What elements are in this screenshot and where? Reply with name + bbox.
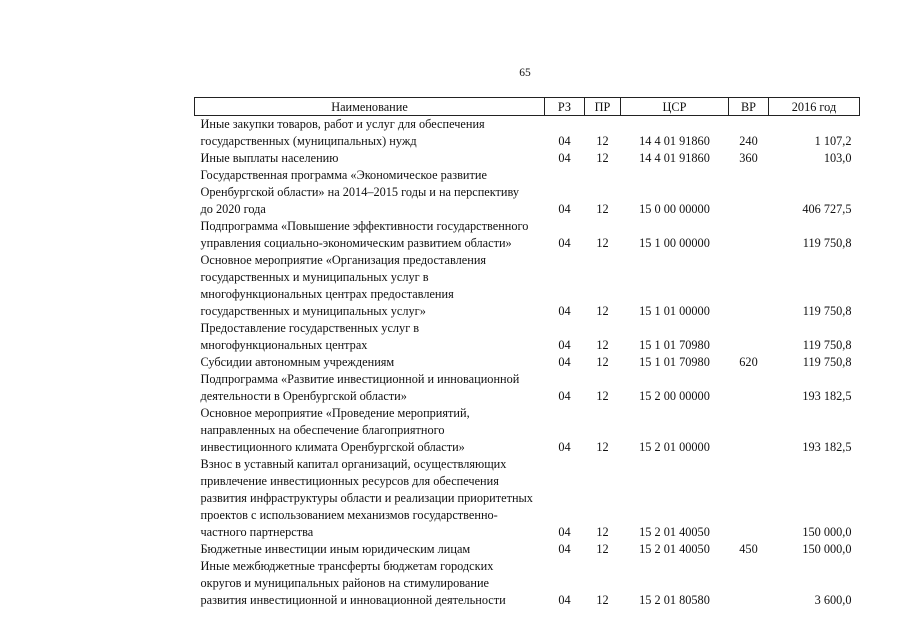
- cell-name: [195, 150, 545, 167]
- cell-name-line: Бюджетные инвестиции иным юридическим лицам: [200, 542, 471, 556]
- cell-name: [195, 252, 545, 320]
- header-year: 2016 год: [769, 98, 860, 116]
- cell-name: [195, 371, 545, 405]
- cell-csr: 15 1 01 70980: [639, 355, 710, 369]
- cell-pr: 12: [596, 236, 609, 250]
- table-row: [195, 456, 860, 541]
- cell-amount: 119 750,8: [802, 304, 852, 318]
- table-row: [195, 354, 860, 371]
- header-csr: ЦСР: [621, 98, 729, 116]
- table-row: [195, 558, 860, 609]
- cell-csr: 15 0 00 00000: [639, 202, 710, 216]
- cell-rz: 04: [558, 440, 571, 454]
- cell-name: [195, 320, 545, 354]
- cell-name-line: управления социально-экономическим развитием области»: [200, 236, 512, 250]
- header-vr: ВР: [729, 98, 769, 116]
- cell-vr: 240: [739, 134, 758, 148]
- budget-table-container: [194, 97, 859, 609]
- cell-name-line: многофункциональных центрах: [200, 338, 368, 352]
- cell-vr: [729, 456, 769, 541]
- cell-csr: 15 2 01 40050: [639, 542, 710, 556]
- cell-name: [195, 116, 545, 151]
- cell-vr: [729, 320, 769, 354]
- cell-name: [195, 218, 545, 252]
- cell-name-line: Предоставление государственных услуг в: [200, 321, 420, 335]
- cell-amount: 103,0: [823, 151, 852, 165]
- cell-vr: [729, 218, 769, 252]
- cell-name-line: развития инфраструктуры области и реализации приоритетных: [200, 491, 533, 505]
- cell-name-line: привлечение инвестиционных ресурсов для обеспечения: [200, 474, 499, 488]
- cell-amount: 406 727,5: [802, 202, 852, 216]
- cell-pr: 12: [596, 542, 609, 556]
- cell-rz: 04: [558, 151, 571, 165]
- cell-name-line: Субсидии автономным учреждениям: [200, 355, 395, 369]
- table-row: [195, 371, 860, 405]
- cell-rz: 04: [558, 542, 571, 556]
- cell-name-line: до 2020 года: [200, 202, 266, 216]
- cell-rz: 04: [558, 593, 571, 607]
- cell-name-line: Взнос в уставный капитал организаций, осуществляющих: [200, 457, 507, 471]
- cell-rz: 04: [558, 389, 571, 403]
- cell-rz: 04: [558, 304, 571, 318]
- cell-name: [195, 456, 545, 541]
- cell-amount: 119 750,8: [802, 236, 852, 250]
- cell-name-line: государственных и муниципальных услуг»: [200, 304, 426, 318]
- cell-vr: [729, 405, 769, 456]
- cell-csr: 15 2 01 00000: [639, 440, 710, 454]
- table-row: [195, 405, 860, 456]
- cell-name-line: проектов с использованием механизмов государственно-: [200, 508, 498, 522]
- budget-table: [194, 97, 860, 609]
- cell-rz: 04: [558, 134, 571, 148]
- cell-name: [195, 167, 545, 218]
- cell-name-line: Основное мероприятие «Организация предоставления: [200, 253, 487, 267]
- cell-amount: 150 000,0: [802, 525, 852, 539]
- cell-name-line: инвестиционного климата Оренбургской области»: [200, 440, 465, 454]
- cell-pr: 12: [596, 338, 609, 352]
- cell-rz: 04: [558, 525, 571, 539]
- cell-name-line: Иные выплаты населению: [200, 151, 339, 165]
- header-pr: ПР: [585, 98, 621, 116]
- cell-rz: 04: [558, 355, 571, 369]
- table-row: [195, 150, 860, 167]
- table-row: [195, 320, 860, 354]
- cell-vr: [729, 252, 769, 320]
- cell-name-line: государственных (муниципальных) нужд: [200, 134, 417, 148]
- cell-name: [195, 541, 545, 558]
- cell-name-line: деятельности в Оренбургской области»: [200, 389, 407, 403]
- cell-vr: 450: [739, 542, 758, 556]
- cell-csr: 15 2 00 00000: [639, 389, 710, 403]
- cell-rz: 04: [558, 202, 571, 216]
- cell-name: [195, 354, 545, 371]
- table-body: [195, 116, 860, 610]
- table-header: [195, 98, 860, 116]
- cell-vr: 620: [739, 355, 758, 369]
- cell-pr: 12: [596, 134, 609, 148]
- cell-rz: 04: [558, 236, 571, 250]
- cell-pr: 12: [596, 202, 609, 216]
- cell-amount: 1 107,2: [814, 134, 852, 148]
- cell-amount: 119 750,8: [802, 355, 852, 369]
- cell-amount: 119 750,8: [802, 338, 852, 352]
- cell-pr: 12: [596, 389, 609, 403]
- cell-csr: 14 4 01 91860: [639, 134, 710, 148]
- cell-name-line: Оренбургской области» на 2014–2015 годы и на перспективу: [200, 185, 520, 199]
- cell-csr: 14 4 01 91860: [639, 151, 710, 165]
- cell-name-line: Подпрограмма «Повышение эффективности государственного: [200, 219, 529, 233]
- cell-name-line: государственных и муниципальных услуг в: [200, 270, 429, 284]
- cell-pr: 12: [596, 525, 609, 539]
- cell-csr: 15 1 00 00000: [639, 236, 710, 250]
- cell-name-line: Государственная программа «Экономическое развитие: [200, 168, 487, 182]
- cell-name-line: Подпрограмма «Развитие инвестиционной и инновационной: [200, 372, 520, 386]
- cell-pr: 12: [596, 355, 609, 369]
- cell-name-line: развития инвестиционной и инновационной деятельности: [200, 593, 506, 607]
- cell-pr: 12: [596, 440, 609, 454]
- cell-vr: [729, 371, 769, 405]
- cell-rz: 04: [558, 338, 571, 352]
- cell-pr: 12: [596, 304, 609, 318]
- cell-amount: 150 000,0: [802, 542, 852, 556]
- table-row: [195, 541, 860, 558]
- cell-amount: 3 600,0: [814, 593, 852, 607]
- cell-vr: [729, 558, 769, 609]
- cell-csr: 15 1 01 00000: [639, 304, 710, 318]
- cell-pr: 12: [596, 593, 609, 607]
- cell-name: [195, 558, 545, 609]
- table-row: [195, 116, 860, 151]
- table-row: [195, 167, 860, 218]
- cell-amount: 193 182,5: [802, 440, 852, 454]
- cell-name-line: направленных на обеспечение благоприятного: [200, 423, 445, 437]
- table-row: [195, 252, 860, 320]
- cell-name-line: Иные межбюджетные трансферты бюджетам городских: [200, 559, 494, 573]
- cell-vr: [729, 167, 769, 218]
- header-rz: РЗ: [545, 98, 585, 116]
- cell-csr: 15 2 01 40050: [639, 525, 710, 539]
- cell-name-line: Основное мероприятие «Проведение мероприятий,: [200, 406, 470, 420]
- cell-csr: 15 1 01 70980: [639, 338, 710, 352]
- page-number: 65: [519, 67, 531, 79]
- table-row: [195, 218, 860, 252]
- cell-name-line: округов и муниципальных районов на стимулирование: [200, 576, 489, 590]
- cell-name: [195, 405, 545, 456]
- header-name: Наименование: [195, 98, 545, 116]
- cell-amount: 193 182,5: [802, 389, 852, 403]
- cell-vr: 360: [739, 151, 758, 165]
- cell-name-line: многофункциональных центрах предоставления: [200, 287, 454, 301]
- cell-pr: 12: [596, 151, 609, 165]
- cell-csr: 15 2 01 80580: [639, 593, 710, 607]
- cell-name-line: Иные закупки товаров, работ и услуг для обеспечения: [200, 117, 485, 131]
- cell-name-line: частного партнерства: [200, 525, 314, 539]
